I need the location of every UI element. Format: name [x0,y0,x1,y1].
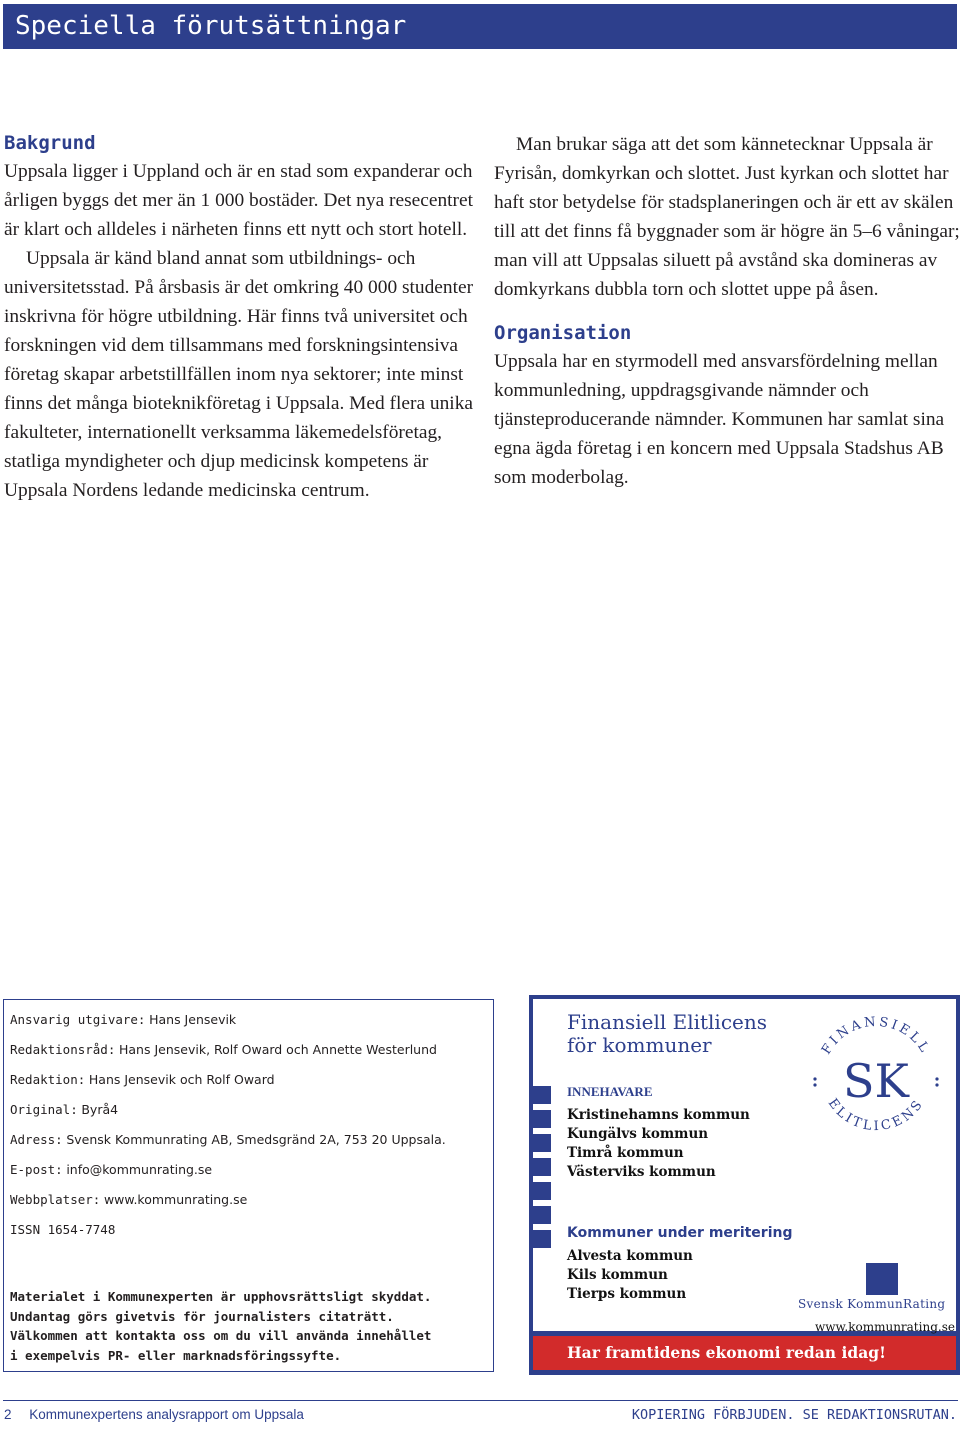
colophon-issn: ISSN 1654-7748 [10,1222,116,1237]
section-heading-organisation: Organisation [494,322,632,344]
paragraph: Man brukar säga att det som kännetecknar Uppsala är Fyrisån, domkyrkan och slottet. Just kyrkan och slottet har haft stor betydelse för stadsplaneringen och är ett av skälen till att det finns få byggnader som är högre än 5–6 våningar; man vill att Uppsalas siluett på avstånd ska domineras av domkyrkans dubbla torn och slottet uppe på åsen. [494,134,960,300]
copyright-notice: Materialet i Kommunexperten är upphovsrättsligt skyddat. Undantag görs givetvis för journalisters citaträtt. Välkommen att kontakta oss om du vill använda innehållet i exempelvis PR- eller marknadsföringssyfte. [10,1289,432,1363]
svensk-kommunrating-logo: Svensk KommunRating [798,1297,946,1311]
paragraph: Uppsala har en styrmodell med ansvarsfördelning mellan kommunledning, uppdragsgivande nämnder och tjänsteproducerande nämnder. Kommunen har samlat sina egna ägda företag i en koncern med Uppsala Stadshus AB som moderbolag. [494,351,945,488]
colophon-publisher: Ansvarig utgivare: Hans Jensevik [10,1012,237,1027]
web-link[interactable]: www.kommunrating.se [103,1192,248,1207]
publication-name: Kommunexpertens analysrapport om Uppsala [29,1407,304,1422]
ad-holder-item: Kristinehamns kommun [567,1107,750,1123]
svg-text:ELITLICENS: ELITLICENS [824,1095,928,1135]
ad-merit-item: Tierps kommun [567,1286,687,1302]
bullet-square-icon [533,1158,551,1176]
email-link[interactable]: info@kommunrating.se [66,1162,213,1177]
colophon-original: Original: Byrå4 [10,1102,119,1117]
page-number: 2 [4,1407,12,1422]
bullet-square-icon [533,1134,551,1152]
footer-copyright: KOPIERING FÖRBJUDEN. SE REDAKTIONSRUTAN. [631,1407,957,1423]
footer-rule [3,1400,958,1401]
colophon-box [3,999,494,1372]
colophon-email: E-post: info@kommunrating.se [10,1162,213,1177]
paragraph: Uppsala är känd bland annat som utbildnings- och universitetsstad. På årsbasis är det omkring 40 000 studenter inskrivna för högre utbildning. Här finns två universitet och forskningen vid dem tillsammans med forskningsintensiva företag skapar arbetstillfällen inom nya sektorer; inte minst finns det många bioteknikföretag i Uppsala. Med flera unika fakulteter, internationellt verksamma läkemedelsföretag, statliga myndigheter och djup medicinsk kompetens är Uppsala Nordens ledande medicinska centrum. [4,248,474,501]
ad-merit-item: Alvesta kommun [567,1248,693,1264]
ad-merit-label: Kommuner under meritering [567,1225,793,1241]
elitlicens-seal-icon [801,1009,951,1137]
bullet-square-icon [533,1110,551,1128]
paragraph: Uppsala ligger i Uppland och är en stad som expanderar och årligen byggs det mer än 1 000 bostäder. Det nya resecentret är klart och alldeles i närheten finns ett nytt och stort hotell. [4,161,473,240]
colophon-editors: Redaktion: Hans Jensevik och Rolf Oward [10,1072,275,1087]
bullet-square-icon [533,1206,551,1224]
right-column [494,130,960,492]
ad-panel [533,999,956,1334]
ad-holders-label: INNEHAVARE [567,1084,653,1099]
section-heading-bakgrund: Bakgrund [4,132,96,154]
colophon-web: Webbplatser: www.kommunrating.se [10,1192,248,1207]
ad-cta-banner: Har framtidens ekonomi redan idag! [533,1336,956,1370]
colophon-board: Redaktionsråd: Hans Jensevik, Rolf Oward och Annette Westerlund [10,1042,437,1057]
ad-url-link[interactable]: www.kommunrating.se [815,1320,955,1334]
ad-title: Finansiell Elitlicens för kommuner [567,1010,768,1057]
left-column [4,130,474,505]
bullet-square-icon [533,1086,551,1104]
bullet-square-icon [533,1182,551,1200]
page-title: Speciella förutsättningar [15,11,407,41]
elitlicens-ad [529,995,960,1375]
ad-merit-item: Kils kommun [567,1267,668,1283]
ad-holder-item: Timrå kommun [567,1145,684,1161]
svg-text:SK: SK [843,1054,909,1108]
page-title-bar [3,4,957,49]
ad-holder-item: Kungälvs kommun [567,1126,709,1142]
footer-left [4,1407,304,1422]
colophon-address: Adress: Svensk Kommunrating AB, Smedsgränd 2A, 753 20 Uppsala. [10,1132,446,1147]
ad-holder-item: Västerviks kommun [567,1164,716,1180]
svensk-kommunrating-logo-icon [866,1263,898,1295]
bullet-square-icon [533,1230,551,1248]
svg-text:FINANSIELL: FINANSIELL [819,1014,933,1058]
